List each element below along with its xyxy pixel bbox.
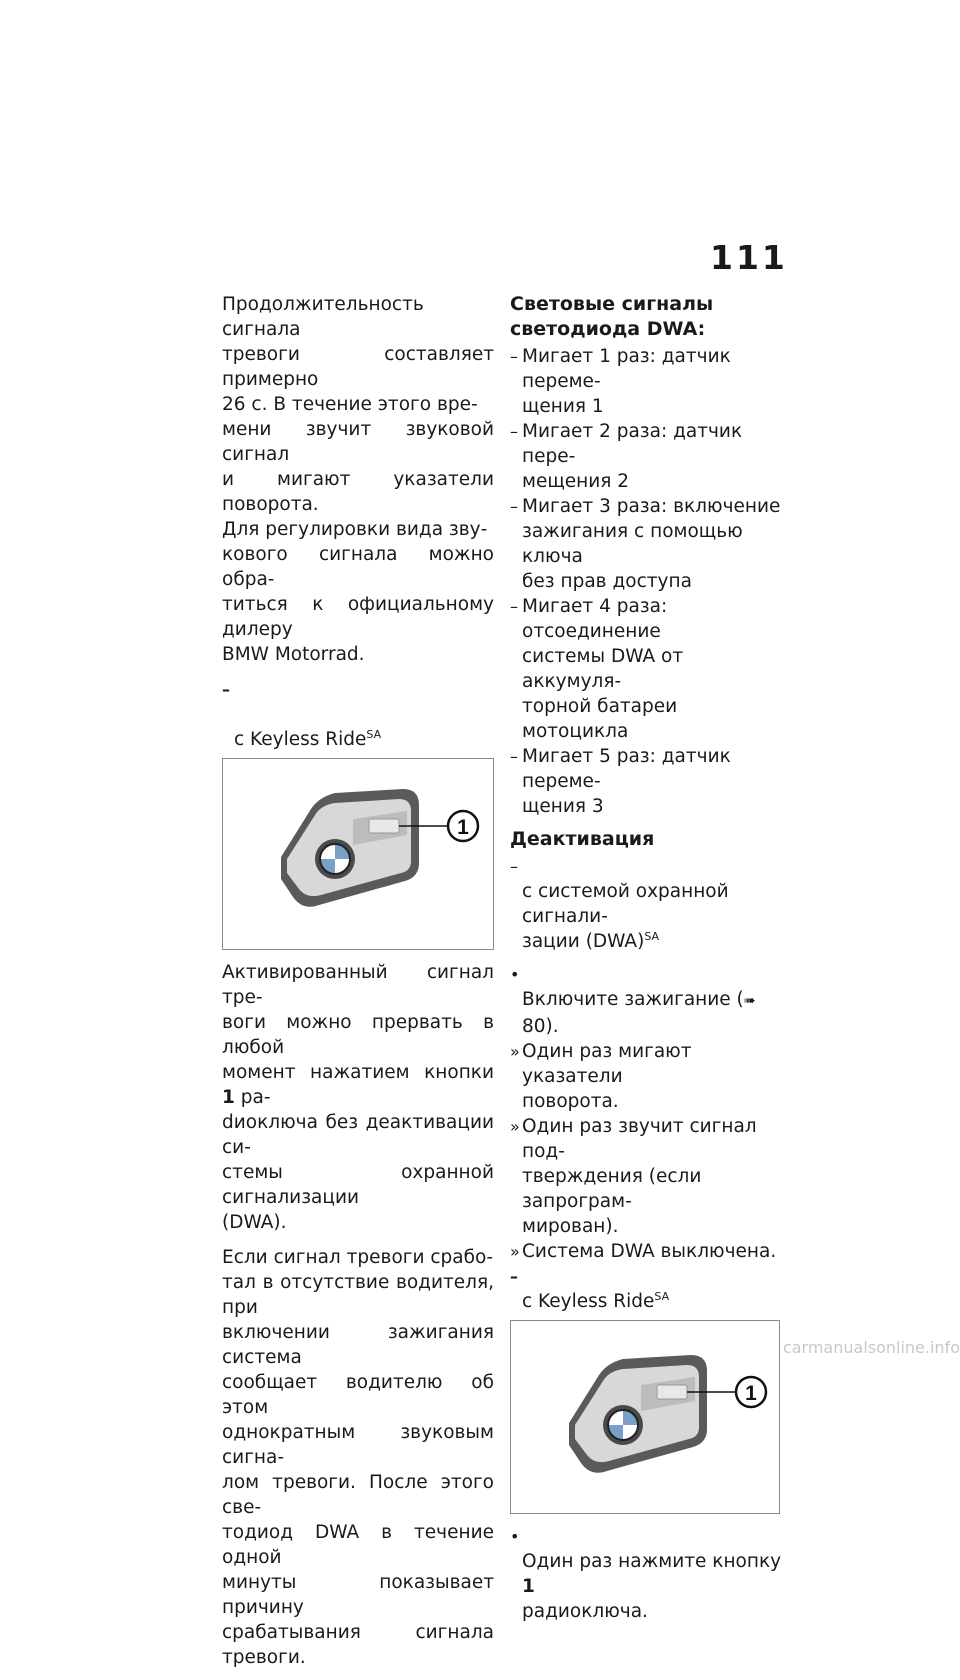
result-item: » Один раз мигают указатели поворота.: [510, 1041, 692, 1112]
figure-callout-1: 1: [457, 816, 469, 839]
dash-icon: –: [510, 597, 518, 616]
sa-superscript: SA: [366, 728, 382, 741]
step-ignition: • Включите зажигание (➠ 80).: [510, 962, 782, 1039]
led-signals-list: [510, 344, 782, 819]
deactivation-heading: Деактивация: [510, 828, 655, 850]
result-item: » Система DWA выключена.: [510, 1241, 777, 1262]
watermark: carmanualsonline.info: [782, 1338, 960, 1357]
step-press-button: • Один раз нажмите кнопку 1 радиоключа.: [510, 1524, 782, 1624]
double-chevron-icon: »: [510, 1242, 520, 1261]
key-fob-illustration: [223, 759, 493, 949]
alarm-duration-paragraph: Продолжительность сигнала тревоги составляет примерно 26 с. В течение этого вре- мени звучит звуковой сигнал и мигают указатели поворота. Для регулировки вида зву- кового сигнала можно обра- титься к официальному дилеру BMW Motorrad.: [222, 294, 494, 665]
dwa-condition: – с системой охранной сигнали- зации (DWA)$^{SA}$: [510, 854, 782, 954]
keyless-ride-condition: – с Keyless Ride$^{SA}$: [510, 1264, 782, 1314]
dash-icon: –: [510, 347, 518, 366]
bullet-icon: •: [510, 1527, 520, 1546]
dash-icon: –: [510, 747, 518, 766]
double-chevron-icon: »: [510, 1117, 520, 1136]
sa-superscript: SA: [654, 1290, 670, 1303]
dash-icon: –: [510, 857, 518, 876]
left-column: [222, 292, 494, 1680]
figure-callout-1: 1: [745, 1382, 757, 1405]
dash-icon: –: [510, 1267, 518, 1286]
dash-icon: –: [510, 422, 518, 441]
result-item: » Один раз звучит сигнал под- тверждения (если запрограм- мирован).: [510, 1116, 757, 1237]
dash-icon: –: [222, 680, 230, 699]
interrupt-alarm-paragraph: Активированный сигнал тре- воги можно прервать в любой момент нажатием кнопки 1 ра- dиоключа без деактивации си- стемы охранной сигнализации (DWA).: [222, 962, 494, 1233]
list-item: – Мигает 3 раза: включение зажигания с помощью ключа без прав доступа: [510, 496, 781, 592]
dash-icon: –: [510, 497, 518, 516]
key-fob-figure: [222, 758, 494, 950]
keyless-ride-condition: [222, 677, 494, 752]
list-item: – Мигает 2 раза: датчик пере- мещения 2: [510, 421, 743, 492]
page-reference-link[interactable]: 80: [522, 1016, 546, 1037]
list-item: – Мигает 1 раз: датчик переме- щения 1: [510, 346, 731, 417]
led-signals-heading: Световые сигналы светодиода DWA:: [510, 293, 714, 340]
list-item: – Мигает 5 раз: датчик переме- щения 3: [510, 746, 731, 817]
double-chevron-icon: »: [510, 1042, 520, 1061]
list-item: – Мигает 4 раза: отсоединение системы DWA от аккумуля- торной батареи мотоцикла: [510, 596, 684, 742]
condition-text: с Keyless Ride: [234, 729, 367, 750]
sa-superscript: SA: [644, 930, 660, 943]
right-column: [510, 292, 782, 1624]
arrow-right-icon: ➠: [743, 993, 756, 1009]
absence-alarm-paragraph: Если сигнал тревоги срабо- тал в отсутствие водителя, при включении зажигания система сообщает водителю об этом однократным звуковым сигна- лом тревоги. После этого све- тодиод DWA в течение одной минуты показывает причину срабатывания сигнала тревоги.: [222, 1247, 494, 1668]
bullet-icon: •: [510, 965, 520, 984]
page-number: 111: [710, 238, 788, 277]
